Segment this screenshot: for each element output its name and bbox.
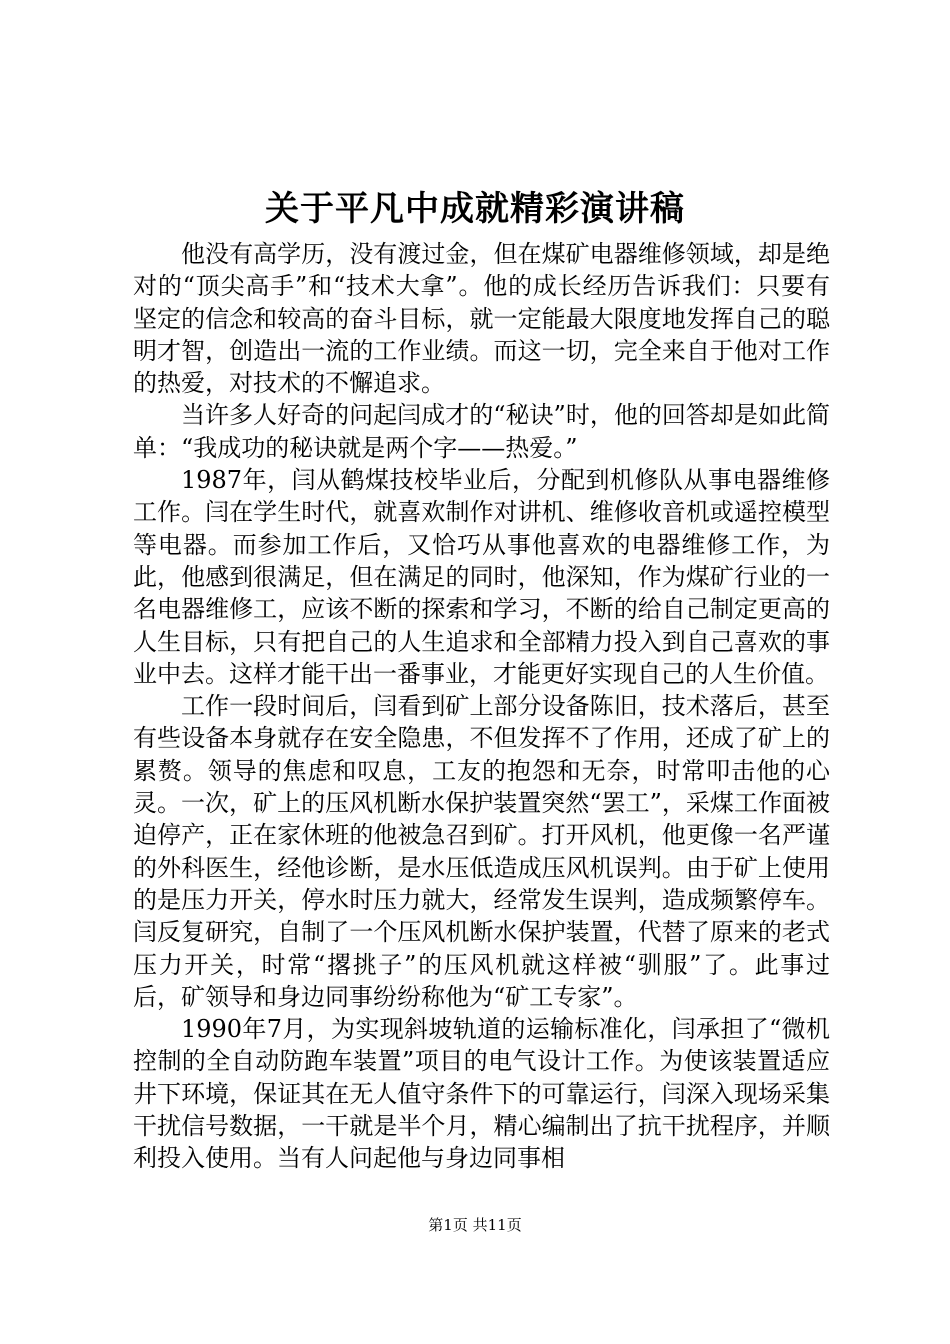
page-footer: 第1页 共11页 [428,1216,522,1234]
paragraph-1: 他没有高学历，没有渡过金，但在煤矿电器维修领域，却是绝对的“顶尖高手”和“技术大拿”。他的成长经历告诉我们：只要有坚定的信念和较高的奋斗目标，就一定能最大限度地发挥自己的聪明才智，创造出一流的工作业绩。而这一切，完全来自于他对工作的热爱，对技术的不懈追求。 [133,240,830,398]
document-title: 关于平凡中成就精彩演讲稿 [265,189,685,229]
paragraph-4: 工作一段时间后，闫看到矿上部分设备陈旧，技术落后，甚至有些设备本身就存在安全隐患，不但发挥不了作用，还成了矿上的累赘。领导的焦虑和叹息，工友的抱怨和无奈，时常叩击他的心灵。一次，矿上的压风机断水保护装置突然“罢工”，采煤工作面被迫停产，正在家休班的他被急召到矿。打开风机，他更像一名严谨的外科医生，经他诊断，是水压低造成压风机误判。由于矿上使用的是压力开关，停水时压力就大，经常发生误判，造成频繁停车。闫反复研究，自制了一个压风机断水保护装置，代替了原来的老式压力开关，时常“撂挑子”的压风机就这样被“驯服”了。此事过后，矿领导和身边同事纷纷称他为“矿工专家”。 [133,692,830,1011]
paragraph-2: 当许多人好奇的问起闫成才的“秘诀”时，他的回答却是如此简单：“我成功的秘诀就是两个字——热爱。” [133,401,830,462]
paragraph-3: 1987年，闫从鹤煤技校毕业后，分配到机修队从事电器维修工作。闫在学生时代，就喜欢制作对讲机、维修收音机或遥控模型等电器。而参加工作后，又恰巧从事他喜欢的电器维修工作，为此，他感到很满足，但在满足的同时，他深知，作为煤矿行业的一名电器维修工，应该不断的探索和学习，不断的给自己制定更高的人生目标，只有把自己的人生追求和全部精力投入到自己喜欢的事业中去。这样才能干出一番事业，才能更好实现自己的人生价值。 [133,466,830,688]
document-body [133,238,830,1175]
paragraph-5: 1990年7月，为实现斜坡轨道的运输标准化，闫承担了“微机控制的全自动防跑车装置”项目的电气设计工作。为使该装置适应井下环境，保证其在无人值守条件下的可靠运行，闫深入现场采集干扰信号数据，一干就是半个月，精心编制出了抗干扰程序，并顺利投入使用。当有人问起他与身边同事相 [133,1015,830,1173]
